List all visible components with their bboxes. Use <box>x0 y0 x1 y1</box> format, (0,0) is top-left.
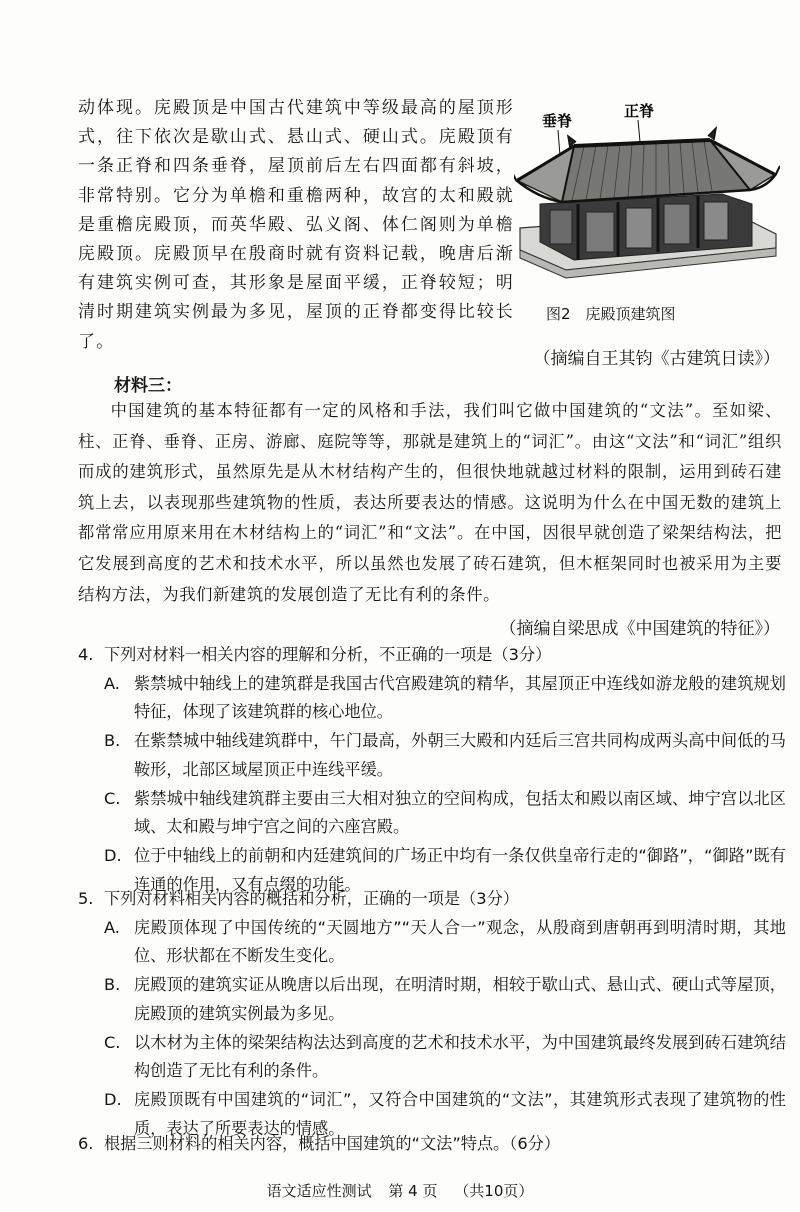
material-3-title: 材料三： <box>114 376 182 396</box>
question-number: 4. <box>78 645 94 664</box>
option-letter: D. <box>104 845 122 865</box>
option-text: 紫禁城中轴线上的建筑群是我国古代宫殿建筑的精华，其屋顶正中连线如游龙般的建筑规划特征，体现了该建筑群的核心地位。 <box>134 673 786 722</box>
material-3-text: 中国建筑的基本特征都有一定的风格和手法，我们叫它做中国建筑的“文法”。至如梁、柱、正脊、垂脊、正房、游廊、庭院等等，那就是建筑上的“词汇”。由这“文法”和“词汇”组织而成的建筑形式，虽然原先是从木材结构产生的，但很快地就越过材料的限制，运用到砖石建筑上去，以表现那些建筑物的性质，表达所要表达的情感。这说明为什么在中国无数的建筑上都常常应用原来用在木材结构上的“词汇”和“文法”。在中国，因很早就创造了梁架结构法，把它发展到高度的艺术和技术水平，所以虽然也发展了砖石建筑，但木框架同时也被采用为主要结构方法，为我们新建筑的发展创造了无比有利的条件。 <box>78 401 782 604</box>
option-letter: B. <box>104 975 121 995</box>
question-5 <box>78 885 786 1143</box>
figure-caption: 图2 庑殿顶建筑图 <box>546 305 676 323</box>
question-stem: 根据三则材料的相关内容，概括中国建筑的“文法”特点。（6分） <box>104 1134 561 1153</box>
option-c[interactable] <box>104 1029 786 1086</box>
label-chuiji: 垂脊 <box>542 112 573 130</box>
intro-text: 动体现。庑殿顶是中国古代建筑中等级最高的屋顶形式，往下依次是歇山式、悬山式、硬山式。庑殿顶有一条正脊和四条垂脊，屋顶前后左右四面都有斜坡，非常特别。它分为单檐和重檐两种，故宫的太和殿就是重檐庑殿顶，而英华殿、弘义阁、体仁阁则为单檐庑殿顶。庑殿顶早在殷商时就有资料记载，晚唐后渐有建筑实例可查，其形象是屋面平缓，正脊较短；明清时期建筑实例最为多见，屋顶的正脊都变得比较长了。 <box>78 98 514 352</box>
hip-roof-illustration <box>514 100 780 310</box>
option-text: 庑殿顶的建筑实证从晚唐以后出现，在明清时期，相较于歇山式、悬山式、硬山式等屋顶，庑殿顶的建筑实例最为多见。 <box>134 975 786 1023</box>
footer-page: 第 4 页 <box>388 1182 438 1200</box>
option-letter: A. <box>104 917 120 937</box>
question-6 <box>78 1130 786 1159</box>
hip-roof-figure <box>514 100 780 330</box>
option-text: 紫禁城中轴线建筑群主要由三大相对独立的空间构成，包括太和殿以南区域、坤宁宫以北区域、太和殿与坤宁宫之间的六座宫殿。 <box>134 788 786 837</box>
option-text: 以木材为主体的梁架结构法达到高度的艺术和技术水平，为中国建筑最终发展到砖石建筑结构创造了无比有利的条件。 <box>134 1032 786 1081</box>
question-4 <box>78 641 786 899</box>
option-letter: D. <box>104 1089 122 1109</box>
option-a[interactable] <box>104 670 786 727</box>
source-citation-1: （摘编自王其钧《古建筑日读》） <box>533 349 780 369</box>
label-zhengji: 正脊 <box>624 102 655 120</box>
option-b[interactable] <box>104 727 786 784</box>
source-citation-2: （摘编自梁思成《中国建筑的特征》） <box>499 619 780 639</box>
option-text: 庑殿顶体现了中国传统的“天圆地方”“天人合一”观念，从殷商到唐朝再到明清时期，其地位、形状都在不断发生变化。 <box>134 917 786 966</box>
option-letter: C. <box>104 1032 121 1052</box>
question-number: 6. <box>78 1134 94 1153</box>
option-text: 位于中轴线上的前朝和内廷建筑间的广场正中均有一条仅供皇帝行走的“御路”，“御路”既有连通的作用，又有点缀的功能。 <box>134 845 786 894</box>
page-footer <box>0 1180 800 1201</box>
option-c[interactable] <box>104 785 786 842</box>
option-text: 在紫禁城中轴线建筑群中，午门最高，外朝三大殿和内廷后三宫共同构成两头高中间低的马鞍形，北部区域屋顶正中连线平缓。 <box>134 731 786 779</box>
question-stem: 下列对材料一相关内容的理解和分析，不正确的一项是（3分） <box>104 645 552 664</box>
footer-total: （共10页） <box>454 1182 534 1200</box>
option-b[interactable] <box>104 971 786 1028</box>
option-letter: B. <box>104 731 121 751</box>
footer-subject: 语文适应性测试 <box>266 1182 372 1200</box>
option-letter: A. <box>104 673 120 693</box>
question-number: 5. <box>78 889 94 908</box>
option-a[interactable] <box>104 914 786 971</box>
option-letter: C. <box>104 788 121 808</box>
material-3-body <box>78 396 782 610</box>
intro-paragraph <box>78 94 514 357</box>
option-text: 庑殿顶既有中国建筑的“词汇”，又符合中国建筑的“文法”，其建筑形式表现了建筑物的性质，表达了所要表达的情感。 <box>134 1089 786 1138</box>
question-stem: 下列对材料相关内容的概括和分析，正确的一项是（3分） <box>104 889 519 908</box>
